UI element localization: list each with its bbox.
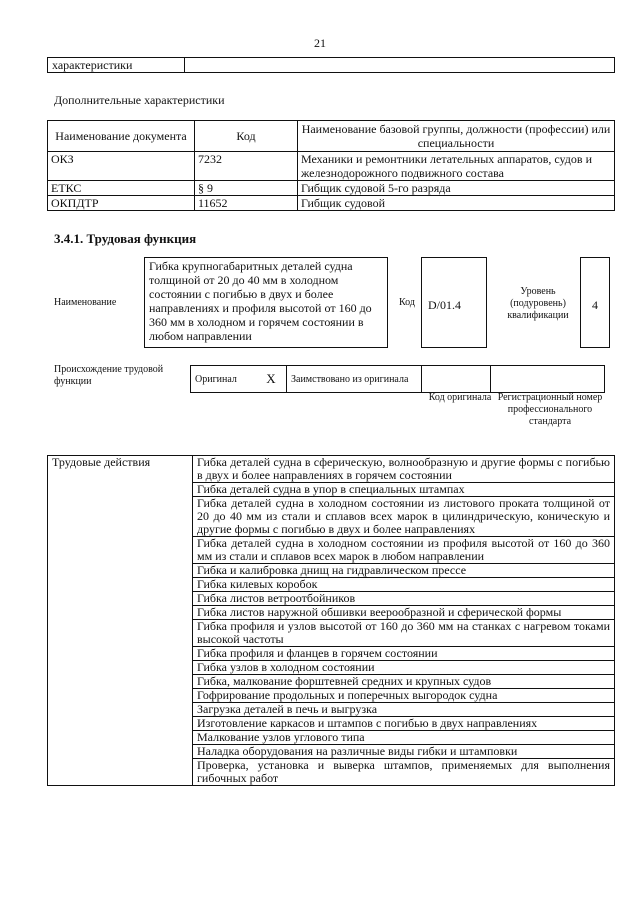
borrowed-label: Заимствовано из оригинала xyxy=(287,366,422,393)
top-fragment-label: характеристики xyxy=(48,58,185,73)
code-label: Код xyxy=(399,297,415,308)
action-item: Гибка деталей судна в сферическую, волнообразную и другие формы с погибью в двух и более направлениях в горячем состоянии xyxy=(193,456,615,483)
header-doc: Наименование документа xyxy=(48,121,195,152)
additional-title: Дополнительные характеристики xyxy=(54,93,225,107)
cell-code: § 9 xyxy=(195,181,298,196)
additional-table xyxy=(47,120,615,211)
header-group: Наименование базовой группы, должности (профессии) или специальности xyxy=(298,121,615,152)
name-label: Наименование xyxy=(54,297,117,308)
table-row xyxy=(48,196,615,211)
cell-group: Гибщик судовой xyxy=(298,196,615,211)
action-item: Гибка и калибровка днищ на гидравлическом прессе xyxy=(193,564,615,578)
action-item: Изготовление каркасов и штампов с погибью в двух направлениях xyxy=(193,717,615,731)
cell-code: 7232 xyxy=(195,152,298,181)
action-item: Гибка деталей судна в холодном состоянии из профиля высотой от 160 до 360 мм из стали и сплавов всех марок в любом направлении xyxy=(193,537,615,564)
action-item: Гибка килевых коробок xyxy=(193,578,615,592)
page-number: 21 xyxy=(314,36,326,50)
action-item: Гибка листов ветроотбойников xyxy=(193,592,615,606)
registration-number-cell xyxy=(491,366,605,393)
cell-code: 11652 xyxy=(195,196,298,211)
cell-doc: ОКЗ xyxy=(48,152,195,181)
cell-doc: ОКПДТР xyxy=(48,196,195,211)
action-item: Гибка узлов в холодном состоянии xyxy=(193,661,615,675)
actions-label: Трудовые действия xyxy=(48,456,193,786)
action-item: Гибка листов наружной обшивки веерообразной и сферической формы xyxy=(193,606,615,620)
additional-header-row xyxy=(48,121,615,152)
cell-group: Гибщик судовой 5-го разряда xyxy=(298,181,615,196)
code-caption: Код оригинала xyxy=(428,392,492,403)
section-title: 3.4.1. Трудовая функция xyxy=(54,231,197,246)
top-fragment-value xyxy=(185,58,615,73)
level-value-box: 4 xyxy=(580,257,610,348)
function-name-box: Гибка крупногабаритных деталей судна толщиной от 20 до 40 мм в холодном состоянии с погибью в двух и более направлениях и профиля высотой от 160 до 360 мм в холодном и горячем состоянии в любом направлении xyxy=(144,257,388,348)
original-mark: X xyxy=(256,366,287,393)
cell-group: Механики и ремонтники летательных аппаратов, судов и железнодорожного подвижного состава xyxy=(298,152,615,181)
action-item: Гибка профиля и узлов высотой от 160 до 360 мм на станках с нагревом токами высокой частоты xyxy=(193,620,615,647)
registration-caption: Регистрационный номер профессионального стандарта xyxy=(497,392,603,427)
origin-label: Происхождение трудовой функции xyxy=(54,364,164,387)
cell-doc: ЕТКС xyxy=(48,181,195,196)
table-row xyxy=(48,152,615,181)
action-item: Малкование узлов углового типа xyxy=(193,731,615,745)
origin-table xyxy=(190,365,605,393)
level-label: Уровень (подуровень) квалификации xyxy=(507,286,569,321)
action-item: Гибка деталей судна в упор в специальных штампах xyxy=(193,483,615,497)
action-item: Гибка профиля и фланцев в горячем состоянии xyxy=(193,647,615,661)
table-row xyxy=(48,456,615,483)
top-fragment-table xyxy=(47,57,615,73)
action-item: Гофрирование продольных и поперечных выгородок судна xyxy=(193,689,615,703)
function-code-box: D/01.4 xyxy=(421,257,487,348)
header-code: Код xyxy=(195,121,298,152)
table-row xyxy=(48,181,615,196)
action-item: Загрузка деталей в печь и выгрузка xyxy=(193,703,615,717)
action-item: Наладка оборудования на различные виды гибки и штамповки xyxy=(193,745,615,759)
original-label: Оригинал xyxy=(191,366,257,393)
action-item: Гибка, малкование форштевней средних и крупных судов xyxy=(193,675,615,689)
actions-table xyxy=(47,455,615,786)
action-item: Проверка, установка и выверка штампов, применяемых для выполнения гибочных работ xyxy=(193,759,615,786)
action-item: Гибка деталей судна в холодном состоянии из листового проката толщиной от 20 до 40 мм из стали и сплавов всех марок в цилиндрическую, коническую и другие формы с погибью в двух и более направлениях xyxy=(193,497,615,537)
original-code-cell xyxy=(422,366,491,393)
